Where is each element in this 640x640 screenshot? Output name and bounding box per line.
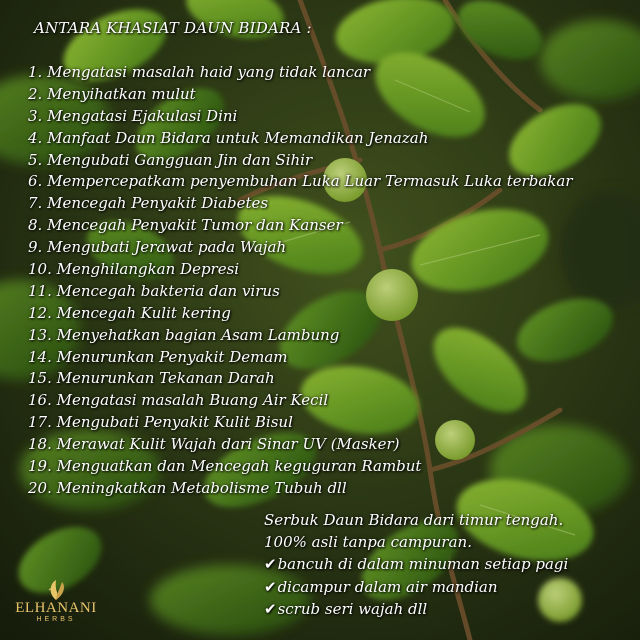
benefit-item: 7. Mencegah Penyakit Diabetes (28, 194, 269, 213)
product-purity-line: 100% asli tanpa campuran. (264, 533, 472, 552)
checkmark-icon: ✔ (264, 577, 277, 596)
product-use-item (264, 553, 568, 575)
benefit-item: 9. Mengubati Jerawat pada Wajah (28, 238, 287, 257)
benefit-item: 18. Merawat Kulit Wajah dari Sinar UV (Masker) (28, 435, 400, 454)
benefit-item: 12. Mencegah Kulit kering (28, 303, 231, 322)
benefit-item: 3. Mengatasi Ejakulasi Dini (28, 106, 238, 125)
benefit-item: 11. Mencegah bakteria dan virus (28, 281, 280, 300)
benefit-item: 19. Menguatkan dan Mencegah keguguran Rambut (28, 457, 422, 476)
checkmark-icon: ✔ (264, 555, 277, 574)
leaf-logo-icon (43, 578, 69, 602)
benefit-item: 1. Mengatasi masalah haid yang tidak lancar (28, 63, 371, 81)
benefit-item: 16. Mengatasi masalah Buang Air Kecil (28, 391, 329, 410)
product-use-text: scrub seri wajah dll (277, 599, 428, 618)
benefit-item: 8. Mencegah Penyakit Tumor dan Kanser (28, 216, 343, 235)
product-use-item (264, 576, 568, 598)
benefits-list (28, 62, 573, 500)
product-use-text: dicampur dalam air mandian (277, 577, 498, 596)
benefit-item: 10. Menghilangkan Depresi (28, 260, 240, 279)
brand-name: ELHANANI (15, 600, 97, 616)
heading: ANTARA KHASIAT DAUN BIDARA : (34, 19, 312, 37)
brand-logo (6, 578, 106, 624)
benefit-item: 17. Mengubati Penyakit Kulit Bisul (28, 413, 293, 432)
benefit-item: 6. Mempercepatkam penyembuhan Luka Luar Termasuk Luka terbakar (28, 172, 573, 191)
benefit-item: 15. Menurunkan Tekanan Darah (28, 369, 275, 388)
benefit-item: 4. Manfaat Daun Bidara untuk Memandikan Jenazah (28, 128, 429, 147)
benefit-item: 13. Menyehatkan bagian Asam Lambung (28, 325, 340, 344)
product-use-text: bancuh di dalam minuman setiap pagi (277, 555, 569, 574)
benefit-item: 5. Mengubati Gangguan Jin dan Sihir (28, 150, 313, 169)
benefit-item: 14. Menurunkan Penyakit Demam (28, 347, 288, 366)
benefit-item: 2. Menyihatkan mulut (28, 84, 196, 103)
product-origin-line: Serbuk Daun Bidara dari timur tengah. (264, 511, 564, 529)
checkmark-icon: ✔ (264, 599, 277, 618)
product-use-item (264, 598, 568, 620)
product-info (264, 509, 568, 620)
brand-subtitle: HERBS (36, 616, 76, 623)
benefit-item: 20. Meningkatkan Metabolisme Tubuh dll (28, 478, 347, 497)
